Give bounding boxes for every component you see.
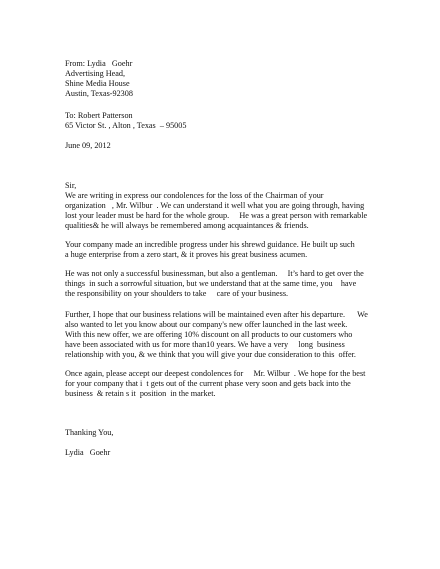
- paragraph-3-line: the responsibility on your shoulders to take care of your business.: [65, 289, 289, 298]
- closing: Thanking You,: [65, 428, 114, 437]
- paragraph-5-line: for your company that i t gets out of the current phase very soon and gets back into the: [65, 379, 351, 388]
- paragraph-5-line: business & retain s it position in the market.: [65, 389, 216, 398]
- paragraph-1-line: lost your leader must be hard for the whole group. He was a great person with remarkable: [65, 211, 368, 220]
- sender-line-company: Shine Media House: [65, 79, 130, 88]
- paragraph-2-line: a huge enterprise from a zero start, & it proves his great business acumen.: [65, 250, 308, 259]
- paragraph-4-line: relationship with you, & we think that you will give your due consideration to this offer.: [65, 350, 356, 359]
- sender-line-address: Austin, Texas-92308: [65, 89, 133, 98]
- paragraph-2-line: Your company made an incredible progress under his shrewd guidance. He built up such: [65, 240, 355, 249]
- recipient-line-address: 65 Victor St. , Alton , Texas – 95005: [65, 121, 187, 130]
- paragraph-1-line: organization , Mr. Wilbur . We can understand it well what you are going through, having: [65, 201, 365, 210]
- sender-line-name: From: Lydia Goehr: [65, 59, 133, 68]
- letter-date: June 09, 2012: [65, 141, 111, 150]
- signature-name: Lydia Goehr: [65, 448, 111, 457]
- paragraph-1-line: We are writing in express our condolences for the loss of the Chairman of your: [65, 191, 324, 200]
- paragraph-3-line: things in such a sorrowful situation, but we understand that at the same time, you have: [65, 279, 357, 288]
- salutation: Sir,: [65, 181, 77, 190]
- sender-line-title: Advertising Head,: [65, 69, 126, 78]
- paragraph-4-line: have been associated with us for more than10 years. We have a very long business: [65, 340, 345, 349]
- paragraph-4-line: Further, I hope that our business relations will be maintained even after his departure. We: [65, 310, 368, 319]
- paragraph-3-line: He was not only a successful businessman, but also a gentleman. It’s hard to get over the: [65, 269, 364, 278]
- paragraph-1-line: qualities& he will always be remembered among acquaintances & friends.: [65, 221, 309, 230]
- paragraph-5-line: Once again, please accept our deepest condolences for Mr. Wilbur . We hope for the best: [65, 369, 366, 378]
- paragraph-4-line: With this new offer, we are offering 10% discount on all products to our customers who: [65, 330, 353, 339]
- recipient-line-name: To: Robert Patterson: [65, 111, 133, 120]
- paragraph-4-line: also wanted to let you know about our company's new offer launched in the last week.: [65, 320, 348, 329]
